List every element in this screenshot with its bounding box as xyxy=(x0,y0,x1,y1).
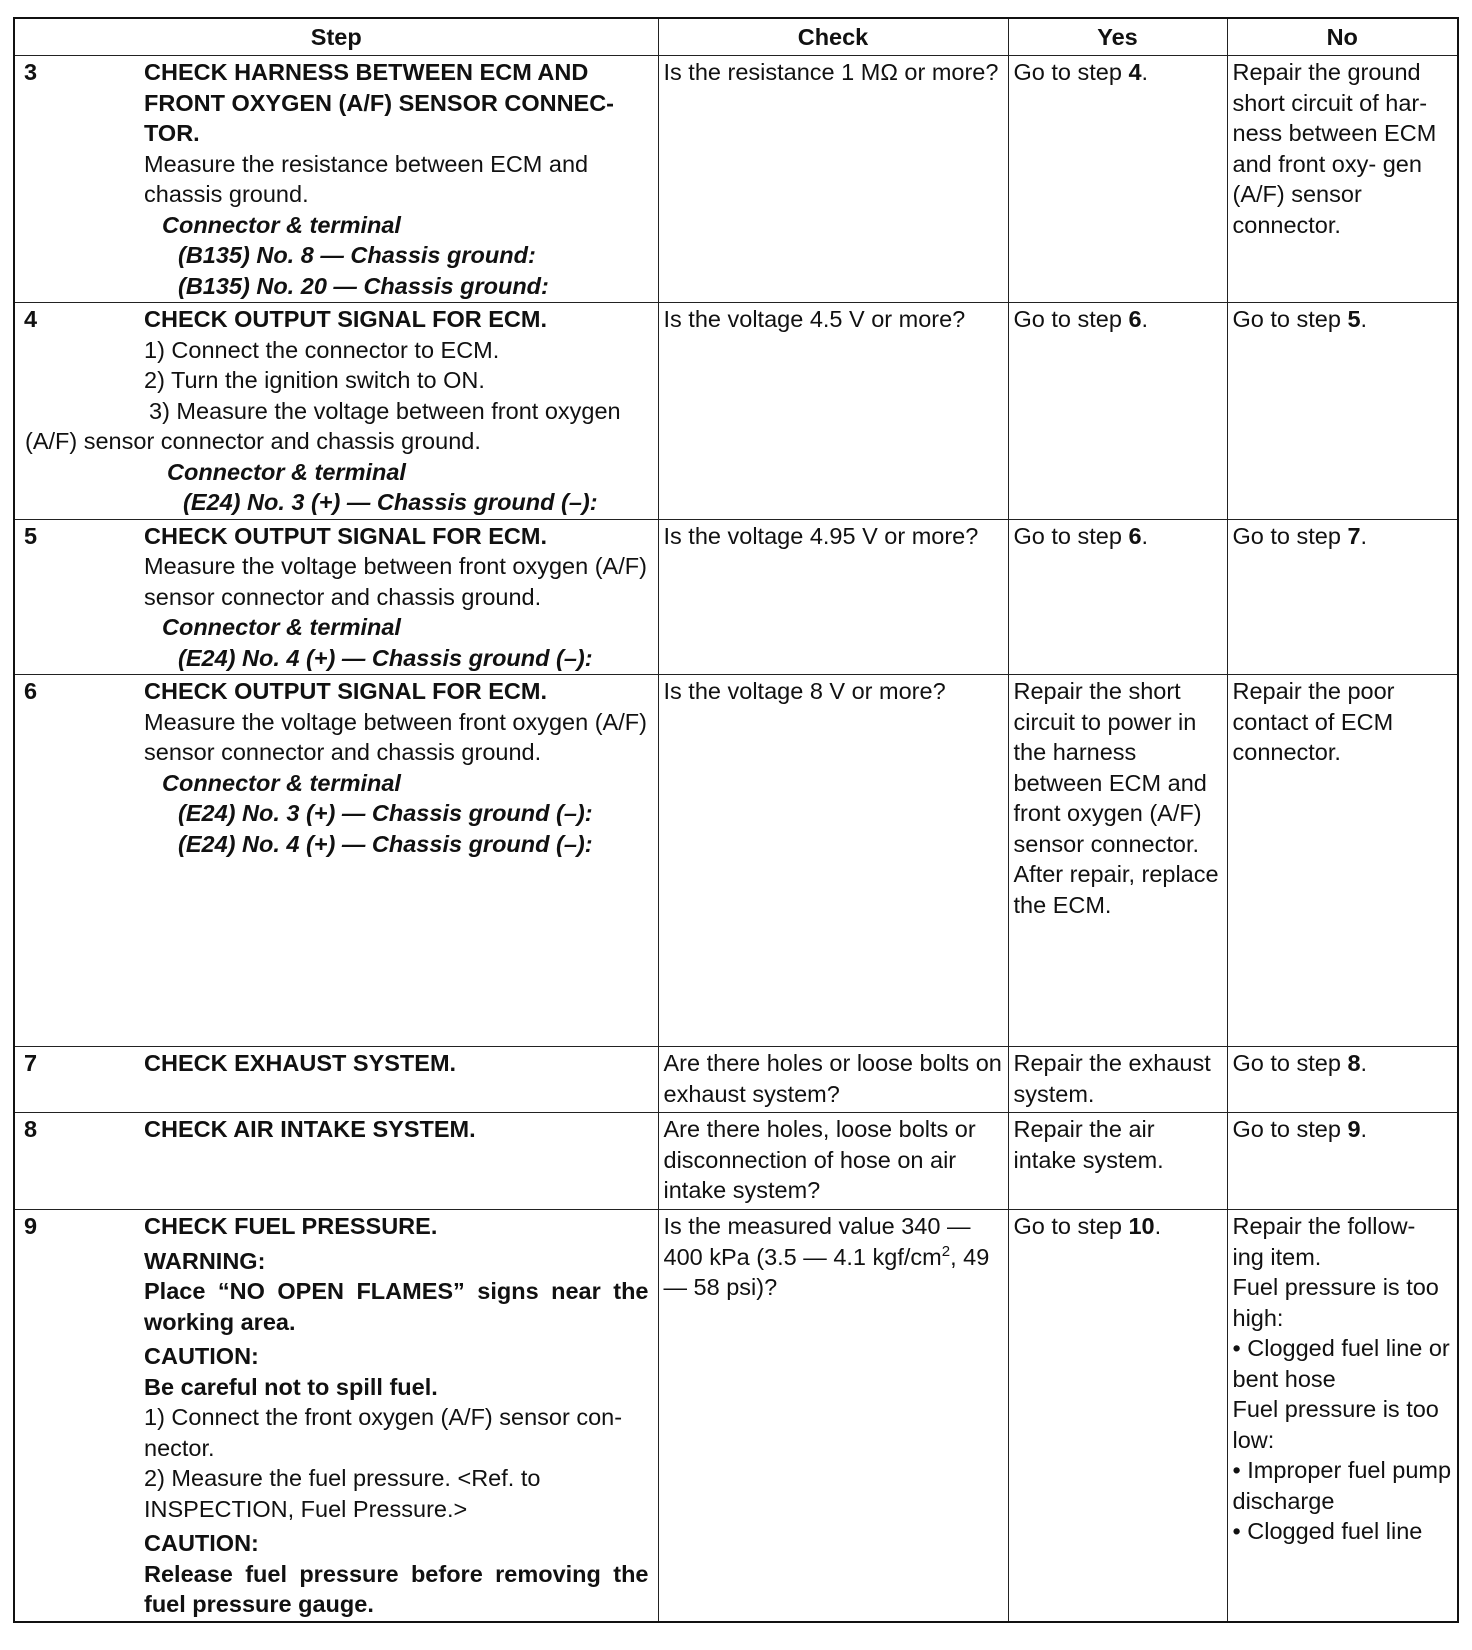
check-cell: Are there holes, loose bolts or disconnection of hose on air intake system? xyxy=(658,1113,1008,1210)
no-cell xyxy=(1227,303,1458,520)
yes-cell xyxy=(1008,519,1227,675)
step-number: 4 xyxy=(24,306,38,332)
step-item: 2) Measure the fuel pressure. <Ref. to INSPECTION, Fuel Pressure.> xyxy=(144,1465,541,1522)
no-text-end: . xyxy=(1360,1116,1368,1142)
table-row xyxy=(14,1113,1458,1210)
table-row xyxy=(14,519,1458,675)
yes-step-number: 4 xyxy=(1128,59,1142,85)
step-title: CHECK FUEL PRESSURE. xyxy=(144,1213,438,1239)
no-cell: Repair the ground short circuit of har- ness between ECM and front oxy- gen (A/F) sensor connector. xyxy=(1227,56,1458,303)
step-title: CHECK OUTPUT SIGNAL FOR ECM. xyxy=(144,306,547,332)
no-cell xyxy=(1227,1047,1458,1113)
no-cell: Repair the poor contact of ECM connector. xyxy=(1227,675,1458,1047)
yes-text: Go to step xyxy=(1013,1213,1129,1239)
check-cell: Are there holes or loose bolts on exhaust system? xyxy=(658,1047,1008,1113)
step-instruction: Measure the resistance between ECM and chassis ground. xyxy=(144,150,589,207)
no-cell xyxy=(1227,1210,1458,1622)
check-superscript: 2 xyxy=(941,1242,951,1260)
yes-cell: Repair the air intake system. xyxy=(1008,1113,1227,1210)
no-step-number: 8 xyxy=(1347,1050,1361,1076)
no-cell xyxy=(1227,1113,1458,1210)
yes-step-number: 10 xyxy=(1128,1213,1155,1239)
step-number: 6 xyxy=(24,678,38,704)
step-cell xyxy=(14,675,658,1047)
no-step-number: 9 xyxy=(1347,1116,1361,1142)
table-row xyxy=(14,1047,1458,1113)
yes-cell xyxy=(1008,1210,1227,1622)
caution-text: Be careful not to spill fuel. xyxy=(144,1373,438,1400)
header-no: No xyxy=(1227,18,1458,56)
terminal-spec: (E24) No. 3 (+) — Chassis ground (–): xyxy=(183,489,598,515)
step-number: 9 xyxy=(24,1213,38,1239)
step-cell xyxy=(14,519,658,675)
terminal-spec: (E24) No. 4 (+) — Chassis ground (–): xyxy=(178,644,593,671)
yes-text-end: . xyxy=(1141,306,1149,332)
terminal-spec: (B135) No. 20 — Chassis ground: xyxy=(178,272,549,299)
connector-terminal-label: Connector & terminal xyxy=(162,211,401,238)
pressure-low-label: Fuel pressure is too low: xyxy=(1232,1396,1439,1453)
check-cell: Is the resistance 1 MΩ or more? xyxy=(658,56,1008,303)
table-row xyxy=(14,675,1458,1047)
yes-text: Go to step xyxy=(1013,522,1129,549)
header-step: Step xyxy=(14,18,658,56)
terminal-spec: (B135) No. 8 — Chassis ground: xyxy=(178,242,536,268)
step-item: 3) Measure the voltage between front oxygen (A/F) sensor connector and chassis ground. xyxy=(25,397,621,454)
yes-step-number: 6 xyxy=(1128,306,1142,332)
yes-step-number: 6 xyxy=(1128,522,1142,549)
warning-text: Place “NO OPEN FLAMES” signs near the working area. xyxy=(144,1278,649,1335)
no-text-end: . xyxy=(1360,306,1368,332)
caution-label: CAUTION: xyxy=(144,1343,259,1369)
step-instruction: Measure the voltage between front oxygen (A/F) sensor connector and chassis ground. xyxy=(144,708,647,765)
warning-label: WARNING: xyxy=(144,1247,266,1274)
caution-label: CAUTION: xyxy=(144,1530,259,1556)
step-number: 5 xyxy=(24,522,38,549)
step-cell xyxy=(14,56,658,303)
terminal-spec: (E24) No. 3 (+) — Chassis ground (–): xyxy=(178,800,593,826)
step-instruction: Measure the voltage between front oxygen (A/F) sensor connector and chassis ground. xyxy=(144,553,647,610)
table-row xyxy=(14,56,1458,303)
yes-text: Go to step xyxy=(1013,59,1129,85)
check-text: Is the measured value 340 — 400 kPa (3.5 — 4.1 kgf/cm xyxy=(663,1213,971,1270)
step-cell xyxy=(14,1047,658,1113)
yes-text: Go to step xyxy=(1013,306,1129,332)
step-title: CHECK OUTPUT SIGNAL FOR ECM. xyxy=(144,678,547,704)
no-intro: Repair the follow- ing item. xyxy=(1232,1213,1416,1270)
no-cell xyxy=(1227,519,1458,675)
step-cell xyxy=(14,1113,658,1210)
step-title: CHECK EXHAUST SYSTEM. xyxy=(144,1050,457,1076)
step-title: CHECK HARNESS BETWEEN ECM AND FRONT OXYGEN (A/F) SENSOR CONNEC- TOR. xyxy=(144,59,615,146)
step-cell xyxy=(14,1210,658,1622)
header-row xyxy=(14,18,1458,56)
bullet-item: • Clogged fuel line xyxy=(1233,1516,1453,1547)
step-item: 1) Connect the front oxygen (A/F) sensor con- nector. xyxy=(144,1404,623,1461)
yes-cell xyxy=(1008,56,1227,303)
header-yes: Yes xyxy=(1008,18,1227,56)
check-text-end: , 49 — 58 psi)? xyxy=(663,1243,990,1300)
no-text: Go to step xyxy=(1232,1050,1348,1076)
no-text: Go to step xyxy=(1232,522,1348,549)
bullet-item: • Improper fuel pump discharge xyxy=(1233,1455,1453,1516)
step-title: CHECK AIR INTAKE SYSTEM. xyxy=(144,1116,476,1142)
yes-text-end: . xyxy=(1141,522,1149,549)
check-cell: Is the voltage 4.5 V or more? xyxy=(658,303,1008,520)
connector-terminal-label: Connector & terminal xyxy=(167,458,406,485)
no-text-end: . xyxy=(1360,522,1368,549)
diagnostic-table xyxy=(13,17,1459,1623)
no-step-number: 5 xyxy=(1347,306,1361,332)
step-cell xyxy=(14,303,658,520)
connector-terminal-label: Connector & terminal xyxy=(162,769,401,796)
yes-cell xyxy=(1008,303,1227,520)
yes-text-end: . xyxy=(1141,59,1149,85)
no-text-end: . xyxy=(1360,1050,1368,1076)
step-number: 8 xyxy=(24,1116,38,1142)
step-item: 1) Connect the connector to ECM. xyxy=(144,336,500,363)
check-cell: Is the voltage 8 V or more? xyxy=(658,675,1008,1047)
table-row xyxy=(14,303,1458,520)
step-number: 7 xyxy=(24,1050,38,1076)
no-text: Go to step xyxy=(1232,1116,1348,1142)
yes-text-end: . xyxy=(1154,1213,1162,1239)
pressure-high-label: Fuel pressure is too high: xyxy=(1232,1274,1439,1331)
header-check: Check xyxy=(658,18,1008,56)
check-cell: Is the voltage 4.95 V or more? xyxy=(658,519,1008,675)
yes-cell: Repair the short circuit to power in the harness between ECM and front oxygen (A/F) sensor connector. After repair, replace the ECM. xyxy=(1008,675,1227,1047)
step-title: CHECK OUTPUT SIGNAL FOR ECM. xyxy=(144,522,547,549)
step-item: 2) Turn the ignition switch to ON. xyxy=(144,367,485,393)
yes-cell: Repair the exhaust system. xyxy=(1008,1047,1227,1113)
caution-text: Release fuel pressure before removing the fuel pressure gauge. xyxy=(144,1560,649,1617)
bullet-item: • Clogged fuel line or bent hose xyxy=(1233,1333,1453,1394)
no-text: Go to step xyxy=(1232,306,1348,332)
connector-terminal-label: Connector & terminal xyxy=(162,614,401,640)
check-cell xyxy=(658,1210,1008,1622)
table-row xyxy=(14,1210,1458,1622)
step-number: 3 xyxy=(24,59,38,85)
terminal-spec: (E24) No. 4 (+) — Chassis ground (–): xyxy=(178,830,593,857)
no-step-number: 7 xyxy=(1347,522,1361,549)
